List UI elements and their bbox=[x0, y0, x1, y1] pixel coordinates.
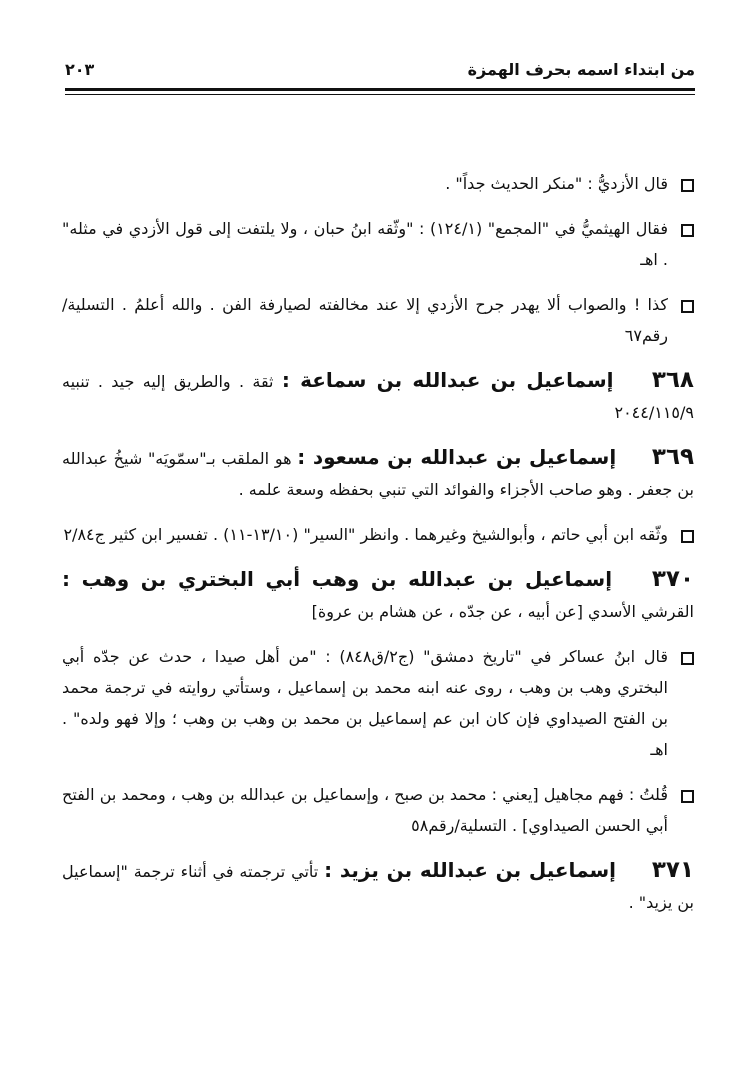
page-header bbox=[65, 50, 695, 88]
note-paragraph bbox=[62, 519, 694, 550]
square-bullet-icon bbox=[681, 790, 694, 803]
square-bullet-icon bbox=[681, 530, 694, 543]
page-body bbox=[62, 168, 694, 932]
entry-name: إسماعيل بن عبدالله بن وهب أبي البختري بن وهب : bbox=[62, 567, 613, 591]
running-title: من ابتداء اسمه بحرف الهمزة bbox=[467, 60, 695, 79]
narrator-entry bbox=[62, 564, 694, 627]
note-text: فقال الهيثميُّ في "المجمع" (١٢٤/١) : "وثّقه ابنُ حبان ، ولا يلتفت إلى قول الأزدي في مثله" . اهـ bbox=[62, 219, 668, 269]
note-paragraph bbox=[62, 641, 694, 765]
note-paragraph bbox=[62, 213, 694, 275]
narrator-entry bbox=[62, 855, 694, 918]
header-rule-thick bbox=[65, 88, 695, 91]
entry-text: ثقة . والطريق إليه جيد . تنبيه ٢٠٤٤/١١٥/٩ bbox=[62, 372, 694, 422]
header-rule-thin bbox=[65, 94, 695, 95]
page-number: ٢٠٣ bbox=[65, 60, 95, 79]
note-text: قال الأزديُّ : "منكر الحديث جداً" . bbox=[445, 174, 668, 193]
entry-text: تأتي ترجمته في أثناء ترجمة "إسماعيل بن يزيد" . bbox=[62, 862, 694, 912]
entry-name: إسماعيل بن عبدالله بن مسعود : bbox=[297, 445, 617, 469]
entry-text: هو الملقب بـ"سمّويَه" شيخُ عبدالله بن جعفر . وهو صاحب الأجزاء والفوائد التي تنبي بحفظه وسعة علمه . bbox=[62, 449, 694, 499]
square-bullet-icon bbox=[681, 300, 694, 313]
entry-number: ٣٦٩ bbox=[651, 444, 695, 470]
entry-name: إسماعيل بن عبدالله بن يزيد : bbox=[324, 858, 616, 882]
note-text: قُلتُ : فهم مجاهيل [يعني : محمد بن صبح ، وإسماعيل بن عبدالله بن وهب ، ومحمد بن الفتح أبي الحسن الصيداوي] . التسلية/رقم٥٨ bbox=[62, 785, 668, 835]
note-text: وثّقه ابن أبي حاتم ، وأبوالشيخ وغيرهما . وانظر "السير" (١٣/١٠-١١) . تفسير ابن كثير ج٢/٨٤ bbox=[63, 525, 668, 544]
entry-number: ٣٧١ bbox=[651, 857, 694, 883]
square-bullet-icon bbox=[681, 179, 694, 192]
narrator-entry bbox=[62, 365, 694, 428]
entry-name: إسماعيل بن عبدالله بن سماعة : bbox=[281, 368, 614, 392]
note-paragraph bbox=[62, 168, 694, 199]
note-paragraph bbox=[62, 779, 694, 841]
note-paragraph bbox=[62, 289, 694, 351]
square-bullet-icon bbox=[681, 224, 694, 237]
entry-text: القرشي الأسدي [عن أبيه ، عن جدّه ، عن هشام بن عروة] bbox=[311, 602, 694, 621]
entry-number: ٣٧٠ bbox=[651, 566, 694, 592]
square-bullet-icon bbox=[681, 652, 694, 665]
entry-number: ٣٦٨ bbox=[651, 367, 694, 393]
note-text: قال ابنُ عساكر في "تاريخ دمشق" (ج٢/ق٨٤٨) : "من أهل صيدا ، حدث عن جدّه أبي البختري وهب بن وهب ، روى عنه ابنه محمد بن إسماعيل ، وستأتي روايته في ترجمة محمد بن الفتح الصيداوي فإن كان ابن عم إسماعيل بن محمد بن وهب بن وهب ؛ وإلا فهو ولده" . اهـ bbox=[62, 647, 668, 759]
narrator-entry bbox=[62, 442, 694, 505]
note-text: كذا ! والصواب ألا يهدر جرح الأزدي إلا عند مخالفته لصيارفة الفن . والله أعلمُ . التسلية/رقم٦٧ bbox=[62, 295, 668, 345]
